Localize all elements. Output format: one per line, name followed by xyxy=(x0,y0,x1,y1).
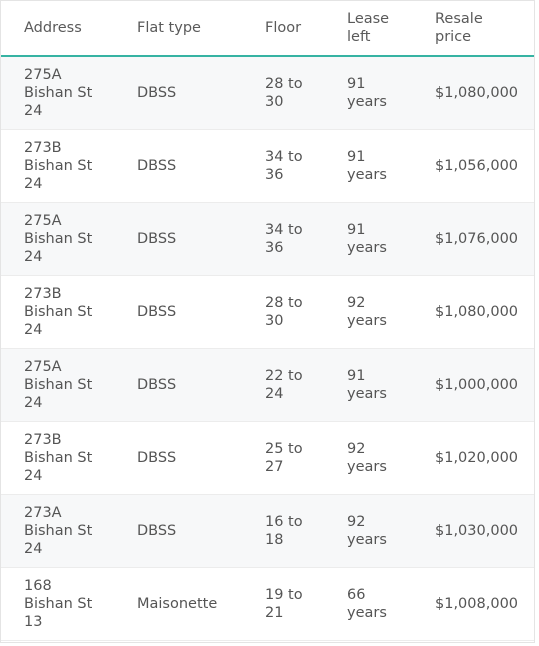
cell-lease-left: 92 years xyxy=(347,294,387,329)
cell-floor: 22 to 24 xyxy=(265,367,303,402)
table-row xyxy=(1,275,534,348)
cell-flat-type: DBSS xyxy=(137,157,177,174)
cell-resale-price: $1,080,000 xyxy=(435,84,519,101)
cell-floor: 28 to 30 xyxy=(265,294,303,329)
cell-lease-left: 91 years xyxy=(347,367,387,402)
table-row xyxy=(1,129,534,202)
cell-resale-price: $1,076,000 xyxy=(435,230,519,247)
table-row xyxy=(1,56,534,129)
header-row xyxy=(1,1,534,56)
column-header-flat-type xyxy=(137,1,265,56)
cell-resale-price: $1,056,000 xyxy=(435,157,519,174)
cell-flat-type: Maisonette xyxy=(137,595,218,612)
cell-resale-price: $1,030,000 xyxy=(435,522,519,539)
cell-address: 275A Bishan St 24 xyxy=(24,66,93,119)
table-row xyxy=(1,567,534,640)
cell-floor: 25 to 27 xyxy=(265,440,303,475)
cell-flat-type: DBSS xyxy=(137,449,177,466)
header-resale-price-label: Resale price xyxy=(435,11,483,45)
column-header-address xyxy=(1,1,137,56)
cell-floor: 16 to 18 xyxy=(265,513,303,548)
cell-resale-price: $1,000,000 xyxy=(435,376,519,393)
header-floor-label: Floor xyxy=(265,20,302,36)
resale-table xyxy=(1,1,534,641)
cell-address: 273B Bishan St 24 xyxy=(24,431,93,484)
cell-floor: 34 to 36 xyxy=(265,148,303,183)
cell-lease-left: 92 years xyxy=(347,440,387,475)
cell-lease-left: 66 years xyxy=(347,586,387,621)
cell-resale-price: $1,008,000 xyxy=(435,595,519,612)
cell-address: 275A Bishan St 24 xyxy=(24,358,93,411)
cell-floor: 28 to 30 xyxy=(265,75,303,110)
cell-floor: 34 to 36 xyxy=(265,221,303,256)
cell-flat-type: DBSS xyxy=(137,522,177,539)
cell-lease-left: 91 years xyxy=(347,221,387,256)
cell-address: 273B Bishan St 24 xyxy=(24,139,93,192)
cell-flat-type: DBSS xyxy=(137,303,177,320)
table-row xyxy=(1,202,534,275)
cell-flat-type: DBSS xyxy=(137,84,177,101)
cell-resale-price: $1,020,000 xyxy=(435,449,519,466)
header-flat-type-label: Flat type xyxy=(137,20,201,36)
header-lease-left-label: Lease left xyxy=(347,11,390,45)
cell-flat-type: DBSS xyxy=(137,376,177,393)
table-row xyxy=(1,421,534,494)
header-address-label: Address xyxy=(24,20,82,36)
column-header-resale-price xyxy=(435,1,534,56)
table-body xyxy=(1,56,534,640)
cell-resale-price: $1,080,000 xyxy=(435,303,519,320)
column-header-floor xyxy=(265,1,347,56)
cell-floor: 19 to 21 xyxy=(265,586,303,621)
cell-lease-left: 92 years xyxy=(347,513,387,548)
cell-address: 168 Bishan St 13 xyxy=(24,577,93,630)
cell-address: 273B Bishan St 24 xyxy=(24,285,93,338)
column-header-lease-left xyxy=(347,1,435,56)
cell-flat-type: DBSS xyxy=(137,230,177,247)
cell-address: 275A Bishan St 24 xyxy=(24,212,93,265)
cell-address: 273A Bishan St 24 xyxy=(24,504,93,557)
table-row xyxy=(1,348,534,421)
table-row xyxy=(1,494,534,567)
cell-lease-left: 91 years xyxy=(347,148,387,183)
table-header xyxy=(1,1,534,56)
cell-lease-left: 91 years xyxy=(347,75,387,110)
